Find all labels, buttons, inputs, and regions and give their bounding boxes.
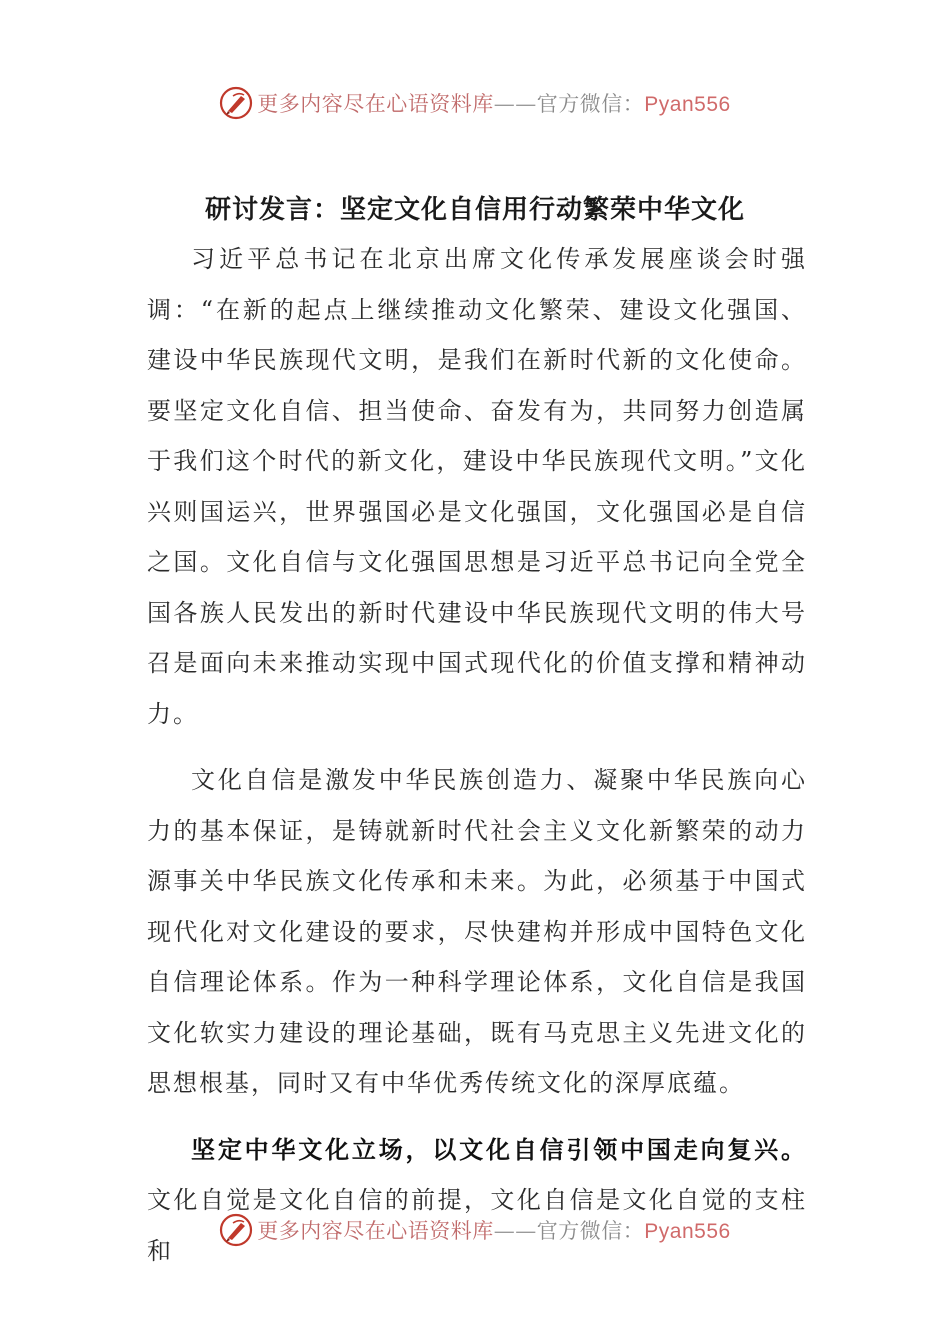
banner-wechat-label: 官方微信：	[536, 92, 645, 116]
banner-wechat-id: Pyan556	[644, 93, 731, 116]
paragraph-lead-heading: 坚定中华文化立场，以文化自信引领中国走向复兴。	[191, 1135, 807, 1164]
banner-wechat-label: 官方微信：	[536, 1219, 645, 1243]
document-title: 研讨发言：坚定文化自信用行动繁荣中华文化	[204, 195, 745, 226]
banner-main-text: 更多内容尽在心语资料库	[257, 92, 494, 116]
header-watermark-banner	[0, 83, 950, 123]
banner-main-text: 更多内容尽在心语资料库	[257, 1219, 494, 1243]
document-body	[147, 234, 807, 1292]
paragraph-text: 文化自觉是文化自信的前提，文化自信是文化自觉的支柱和	[147, 1186, 807, 1265]
paragraph-3	[147, 1125, 807, 1277]
paragraph-text: 习近平总书记在北京出席文化传承发展座谈会时强调：“在新的起点上继续推动文化繁荣、建设文化强国、建设中华民族现代文明，是我们在新时代新的文化使命。要坚定文化自信、担当使命、奋发有为，共同努力创造属于我们这个时代的新文化，建设中华民族现代文明。”文化兴则国运兴，世界强国必是文化强国，文化强国必是自信之国。文化自信与文化强国思想是习近平总书记向全党全国各族人民发出的新时代建设中华民族现代文明的伟大号召是面向未来推动实现中国式现代化的价值支撑和精神动力。	[147, 245, 807, 728]
paragraph-2	[147, 755, 807, 1109]
pen-logo-icon	[219, 86, 253, 120]
banner-text	[257, 88, 730, 118]
paragraph-1	[147, 234, 807, 739]
footer-watermark-banner	[0, 1210, 950, 1250]
pen-logo-icon	[219, 1213, 253, 1247]
banner-wechat-id: Pyan556	[644, 1220, 731, 1243]
banner-dash: ——	[493, 92, 537, 116]
banner-text	[257, 1215, 730, 1245]
paragraph-text: 文化自信是激发中华民族创造力、凝聚中华民族向心力的基本保证，是铸就新时代社会主义文化新繁荣的动力源事关中华民族文化传承和未来。为此，必须基于中国式现代化对文化建设的要求，尽快建构并形成中国特色文化自信理论体系。作为一种科学理论体系，文化自信是我国文化软实力建设的理论基础，既有马克思主义先进文化的思想根基，同时又有中华优秀传统文化的深厚底蕴。	[147, 766, 807, 1097]
banner-dash: ——	[493, 1219, 537, 1243]
